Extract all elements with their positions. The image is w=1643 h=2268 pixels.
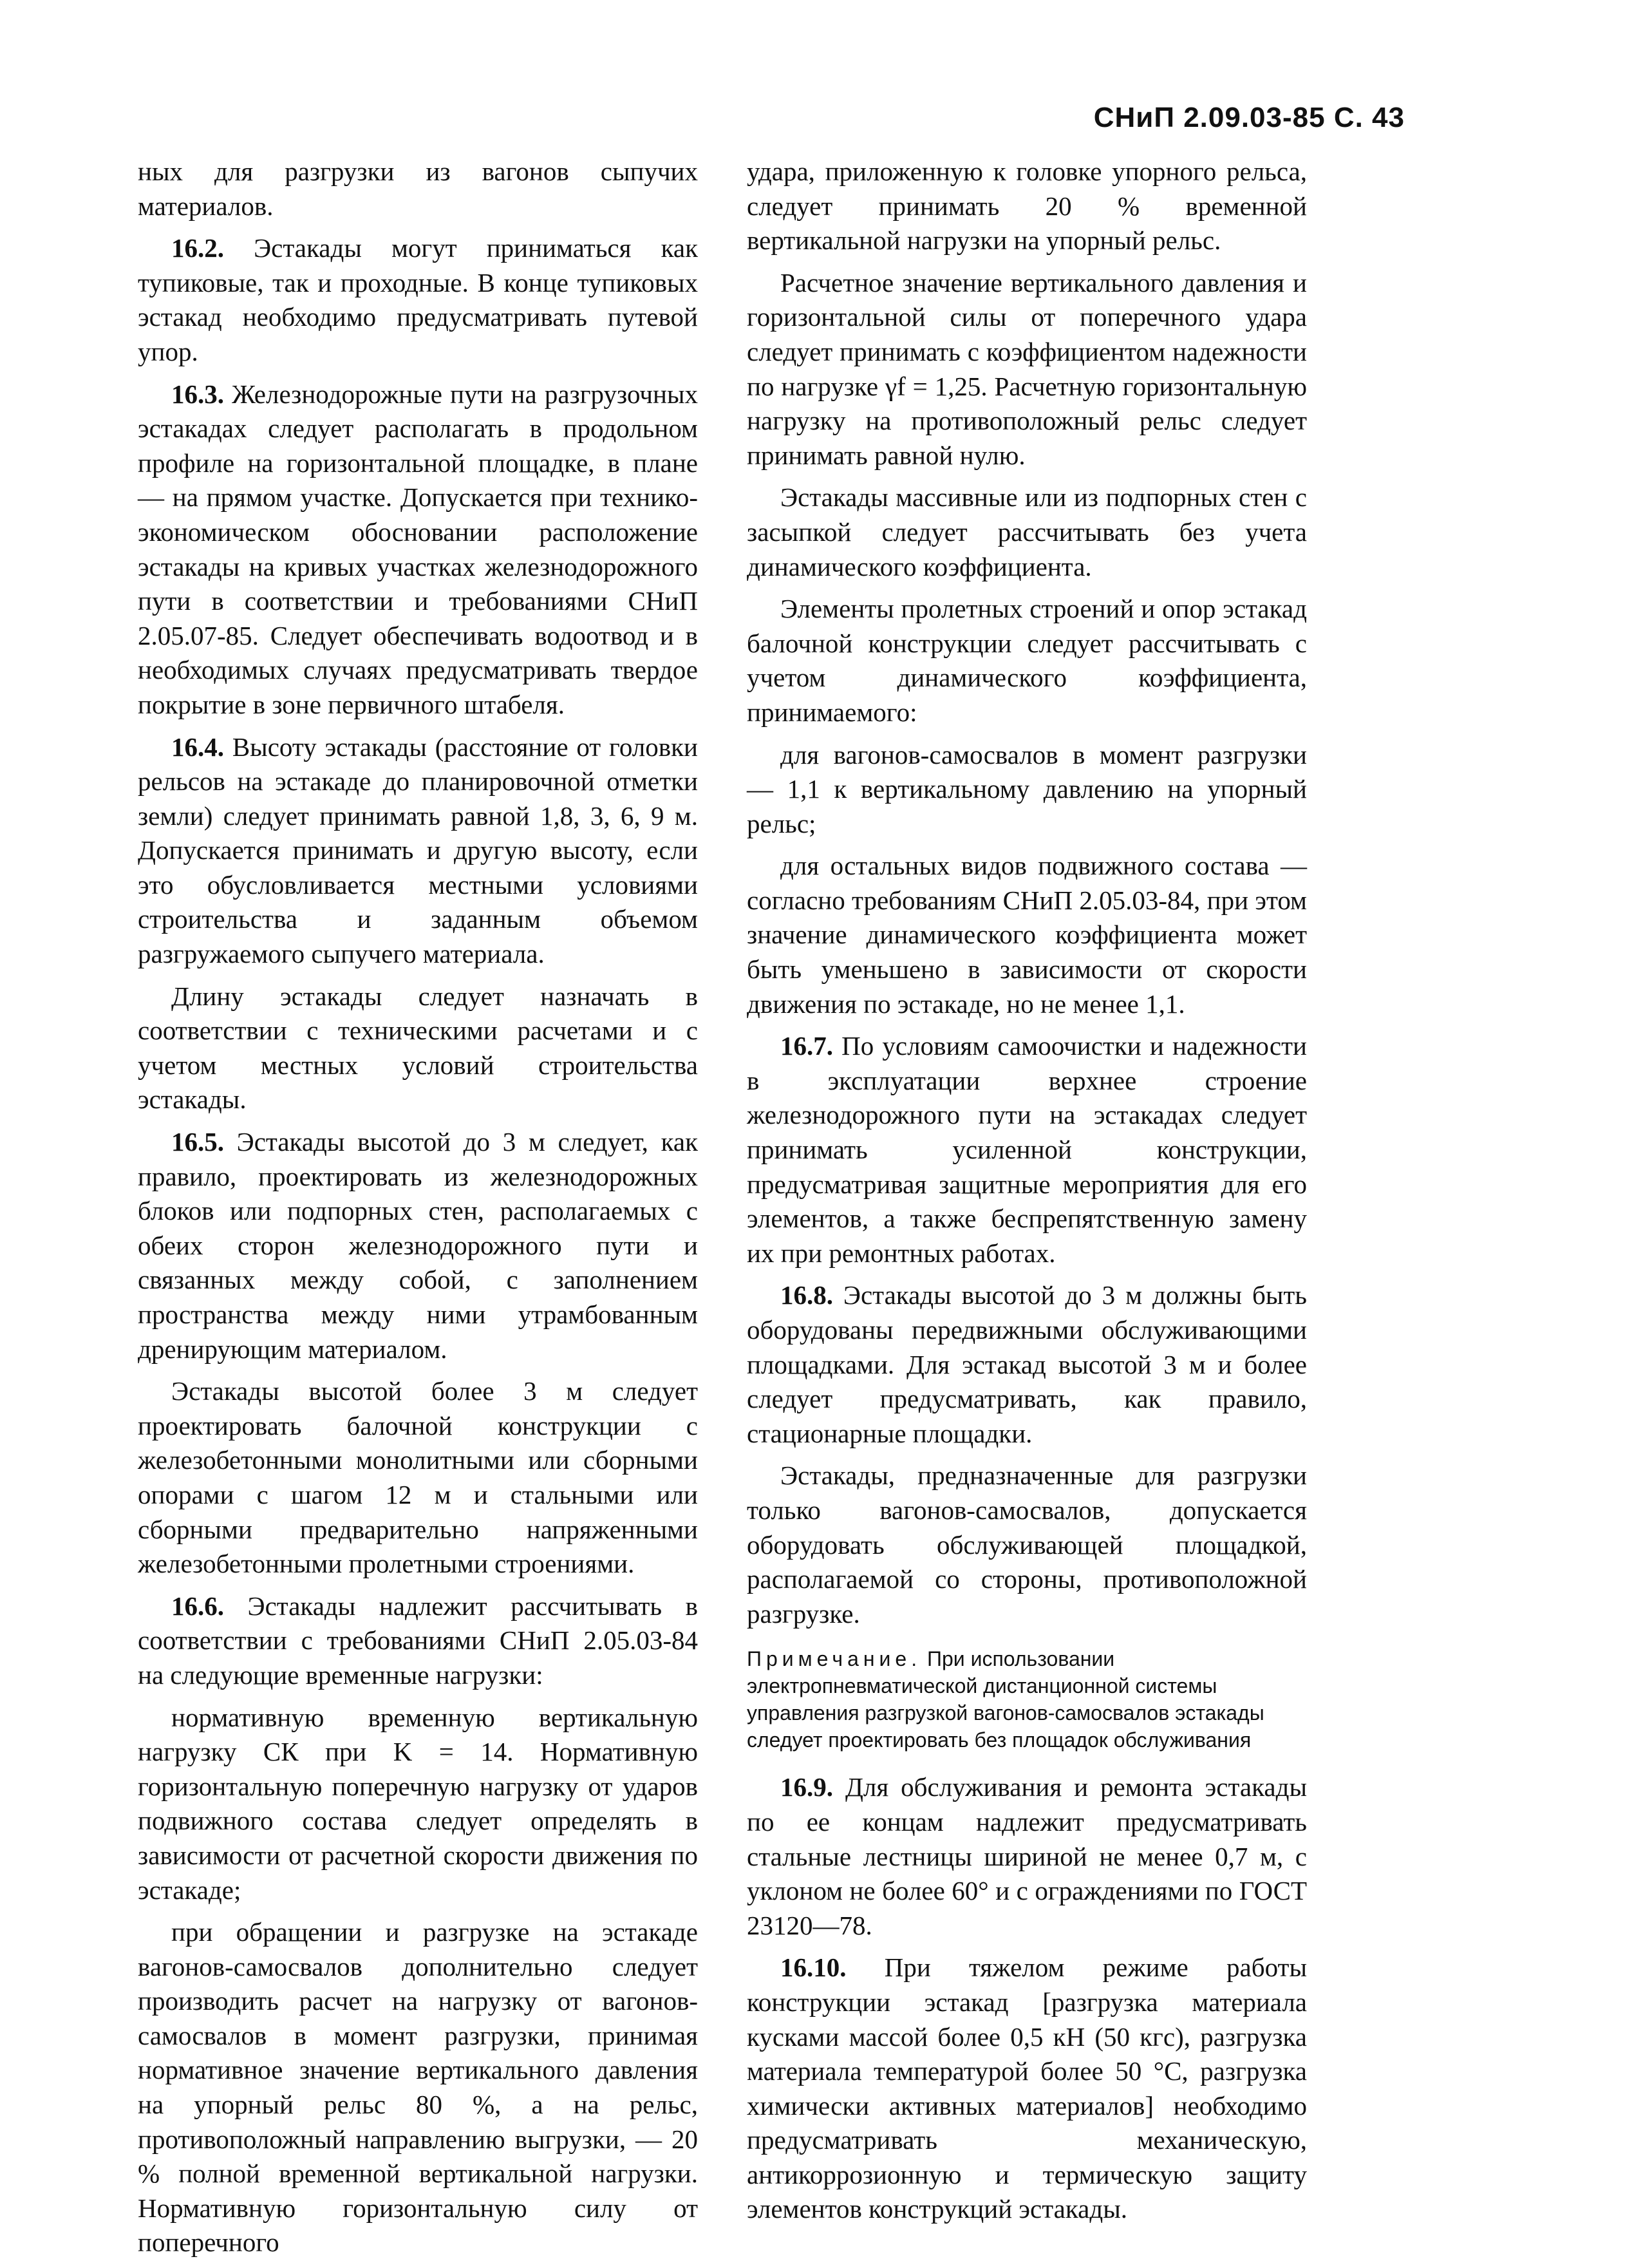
right-column <box>747 155 1307 2235</box>
paragraph <box>138 1915 698 2260</box>
paragraph <box>747 592 1307 730</box>
section-paragraph <box>747 1951 1307 2227</box>
section-paragraph <box>747 1278 1307 1451</box>
section-paragraph <box>138 1589 698 1693</box>
paragraph <box>747 1459 1307 1631</box>
paragraph <box>138 1701 698 1908</box>
paragraph <box>747 266 1307 473</box>
section-number: 16.9. <box>780 1772 833 1802</box>
paragraph-text: Для обслуживания и ремонта эстакады по ее концам надлежит предусматривать стальные лестницы шириной не менее 0,7 м, с уклоном не более 60° и с ограждениями по ГОСТ 23120—78. <box>747 1772 1307 1940</box>
paragraph-text: для вагонов-самосвалов в момент разгрузки — 1,1 к вертикальному давлению на упорный рельс; <box>747 739 1307 838</box>
paragraph <box>747 155 1307 258</box>
section-paragraph <box>138 730 698 972</box>
paragraph-text: Длину эстакады следует назначать в соответствии с техническими расчетами и с учетом местных условий строительства эстакады. <box>138 981 698 1115</box>
paragraph-text: Эстакады могут приниматься как тупиковые, так и проходные. В конце тупиковых эстакад необходимо предусматривать путевой упор. <box>138 233 698 366</box>
section-number: 16.10. <box>780 1952 847 1983</box>
paragraph-text: нормативную временную вертикальную нагрузку СК при K = 14. Нормативную горизонтальную поперечную нагрузку от ударов подвижного состава следует определять в зависимости от расчетной скорости движения по эстакаде; <box>138 1702 698 1905</box>
section-number: 16.3. <box>171 379 224 409</box>
section-paragraph <box>138 1125 698 1366</box>
paragraph <box>747 738 1307 842</box>
section-number: 16.7. <box>780 1031 833 1061</box>
note-label: Примечание. <box>747 1647 922 1671</box>
paragraph-text: удара, приложенную к головке упорного рельса, следует принимать 20 % временной вертикальной нагрузки на упорный рельс. <box>747 156 1307 256</box>
paragraph-text: Эстакады, предназначенные для разгрузки только вагонов-самосвалов, допускается оборудовать обслуживающей площадкой, располагаемой со стороны, противоположной разгрузке. <box>747 1460 1307 1629</box>
note-text: При использовании электропневматической дистанционной системы управления разгрузкой вагонов-самосвалов эстакады следует проектировать без площадок обслуживания <box>747 1647 1264 1752</box>
paragraph <box>138 1374 698 1582</box>
paragraph-text: Расчетное значение вертикального давления и горизонтальной силы от поперечного удара следует принимать с коэффициентом надежности по нагрузке γf = 1,25. Расчетную горизонтальную нагрузку на противоположный рельс следует принимать равной нулю. <box>747 267 1307 470</box>
paragraph-text: По условиям самоочистки и надежности в эксплуатации верхнее строение железнодорожного пути на эстакадах следует принимать усиленной конструкции, предусматривая защитные мероприятия для его элементов, а также беспрепятственную замену их при ремонтных работах. <box>747 1031 1307 1268</box>
paragraph-text: Железнодорожные пути на разгрузочных эстакадах следует располагать в продольном профиле на горизонтальной площадке, в плане — на прямом участке. Допускается при технико-экономическом обосновании расположение эстакады на кривых участках железнодорожного пути в соответствии и требованиями СНиП 2.05.07-85. Следует обеспечивать водоотвод и в необходимых случаях предусматривать твердое покрытие в зоне первичного штабеля. <box>138 379 698 719</box>
page-header: СНиП 2.09.03-85 С. 43 <box>1093 102 1405 133</box>
section-paragraph <box>747 1029 1307 1271</box>
paragraph <box>747 849 1307 1021</box>
paragraph-text: Эстакады высотой до 3 м следует, как правило, проектировать из железнодорожных блоков или подпорных стен, располагаемых с обеих сторон железнодорожного пути и связанных между собой, с заполнением пространства между ними утрамбованным дренирующим материалом. <box>138 1127 698 1364</box>
paragraph-text: Высоту эстакады (расстояние от головки рельсов на эстакаде до планировочной отметки земли) следует принимать равной 1,8, 3, 6, 9 м. Допускается принимать и другую высоту, если это обусловливается местными условиями строительства и заданным объемом разгружаемого сыпучего материала. <box>138 732 698 969</box>
right-column-main <box>747 155 1307 1631</box>
paragraph-text: Эстакады массивные или из подпорных стен с засыпкой следует рассчитывать без учета динамического коэффициента. <box>747 482 1307 581</box>
paragraph-text: Эстакады высотой до 3 м должны быть оборудованы передвижными обслуживающими площадками. Для эстакад высотой 3 м и более следует предусматривать, как правило, стационарные площадки. <box>747 1280 1307 1448</box>
right-column-after-note <box>747 1770 1307 2227</box>
paragraph-text: ных для разгрузки из вагонов сыпучих материалов. <box>138 156 698 221</box>
left-column <box>138 155 698 2268</box>
section-paragraph <box>138 377 698 723</box>
paragraph <box>138 155 698 223</box>
paragraph-text: Эстакады высотой более 3 м следует проектировать балочной конструкции с железобетонными монолитными или сборными опорами с шагом 12 м и стальными или сборными предварительно напряженными железобетонными пролетными строениями. <box>138 1376 698 1579</box>
paragraph-text: При тяжелом режиме работы конструкции эстакад [разгрузка материала кусками массой более 0,5 кН (50 кгс), разгрузка материала температурой более 50 °С, разгрузка химически активных материалов] необходимо предусматривать механическую, антикоррозионную и термическую защиту элементов конструкций эстакады. <box>747 1952 1307 2224</box>
section-paragraph <box>138 231 698 369</box>
paragraph-text: для остальных видов подвижного состава — согласно требованиям СНиП 2.05.03-84, при этом значение динамического коэффициента может быть уменьшено в зависимости от скорости движения по эстакаде, но не менее 1,1. <box>747 851 1307 1019</box>
section-number: 16.8. <box>780 1280 833 1310</box>
section-number: 16.4. <box>171 732 224 762</box>
section-number: 16.5. <box>171 1127 224 1157</box>
section-number: 16.6. <box>171 1591 224 1621</box>
footnote-note <box>747 1645 1307 1753</box>
section-number: 16.2. <box>171 233 224 263</box>
paragraph-text: Эстакады надлежит рассчитывать в соответствии с требованиями СНиП 2.05.03-84 на следующие временные нагрузки: <box>138 1591 698 1690</box>
paragraph-text: при обращении и разгрузке на эстакаде вагонов-самосвалов дополнительно следует производить расчет на нагрузку от вагонов-самосвалов в момент разгрузки, принимая нормативное значение вертикального давления на упорный рельс 80 %, а на рельс, противоположный направлению выгрузки, — 20 % полной временной вертикальной нагрузки. Нормативную горизонтальную силу от поперечного <box>138 1917 698 2258</box>
paragraph <box>138 979 698 1117</box>
paragraph <box>747 480 1307 584</box>
section-paragraph <box>747 1770 1307 1943</box>
paragraph-text: Элементы пролетных строений и опор эстакад балочной конструкции следует рассчитывать с учетом динамического коэффициента, принимаемого: <box>747 594 1307 727</box>
